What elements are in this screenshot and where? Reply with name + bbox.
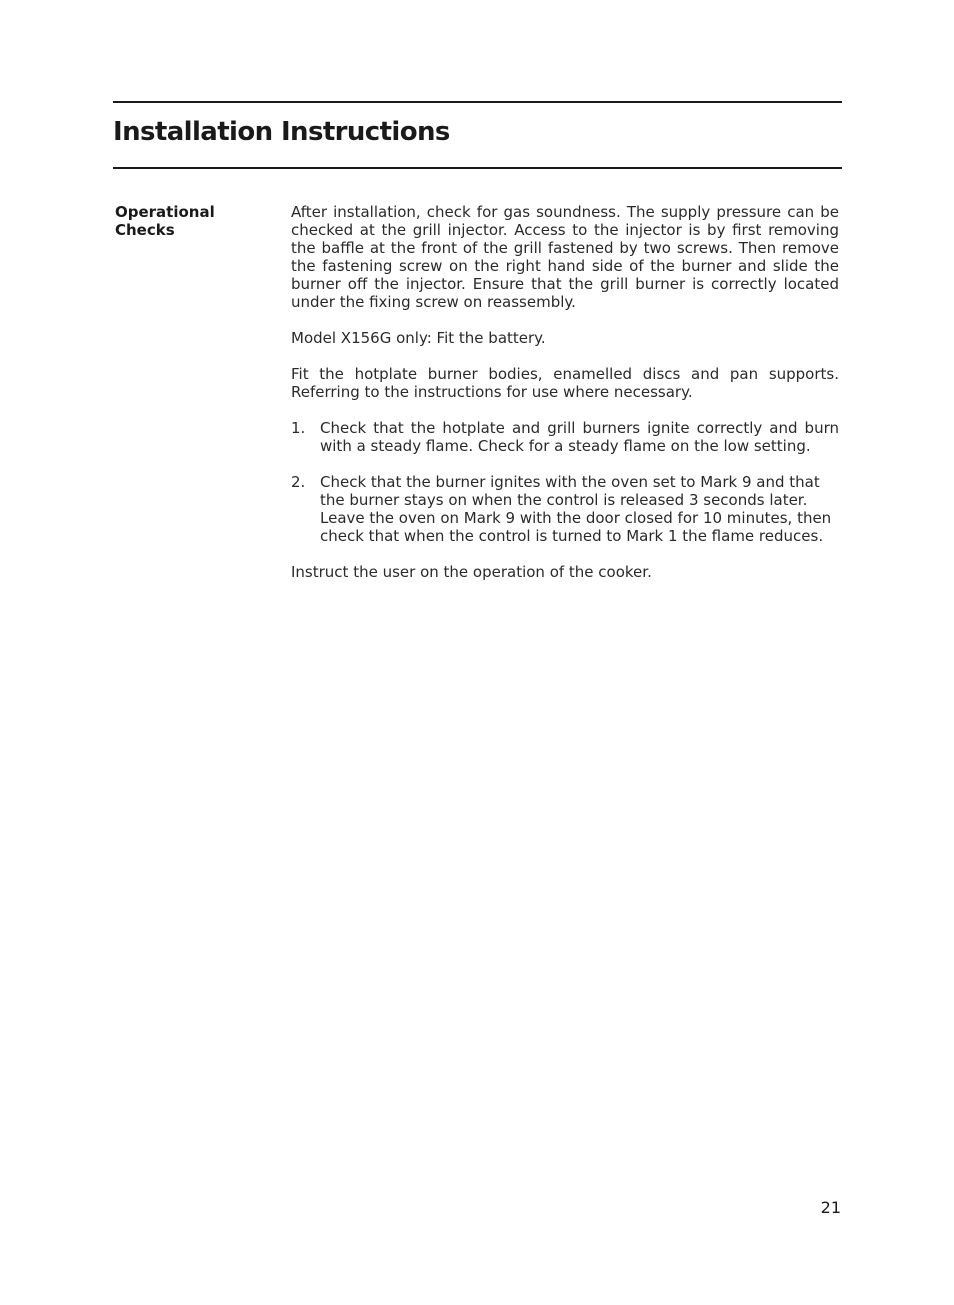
header-bottom-rule [113,167,842,169]
page-number: 21 [820,1198,841,1217]
page-title: Installation Instructions [113,117,450,147]
section-heading-line-2: Checks [115,221,175,239]
paragraph-battery: Model X156G only: Fit the battery. [291,329,546,347]
section-heading [115,203,265,239]
paragraph-hotplate-parts: Fit the hotplate burner bodies, enamelled discs and pan supports. Referring to the instructions for use where necessary. [291,365,839,401]
step-number: 2. [291,473,306,491]
paragraph-gas-soundness: After installation, check for gas soundness. The supply pressure can be checked at the grill injector. Access to the injector is by first removing the baffle at the front of the grill fastened by two screws. Then remove the fastening screw on the right hand side of the burner and slide the burner off the injector. Ensure that the grill burner is correctly located under the fixing screw on reassembly. [291,203,839,311]
check-step [291,419,839,455]
paragraph-instruct-user: Instruct the user on the operation of the cooker. [291,563,652,581]
section-heading-line-1: Operational [115,203,215,221]
section-body [291,203,839,599]
step-text: Check that the hotplate and grill burners ignite correctly and burn with a steady flame. Check for a steady flame on the low setting. [320,419,839,455]
step-text: Check that the burner ignites with the oven set to Mark 9 and that the burner stays on when the control is released 3 seconds later. Leave the oven on Mark 9 with the door closed for 10 minutes, then check that when the control is turned to Mark 1 the flame reduces. [320,473,832,545]
check-step [291,473,839,545]
check-steps-list [291,419,839,545]
header-top-rule [113,101,842,103]
step-number: 1. [291,419,306,437]
